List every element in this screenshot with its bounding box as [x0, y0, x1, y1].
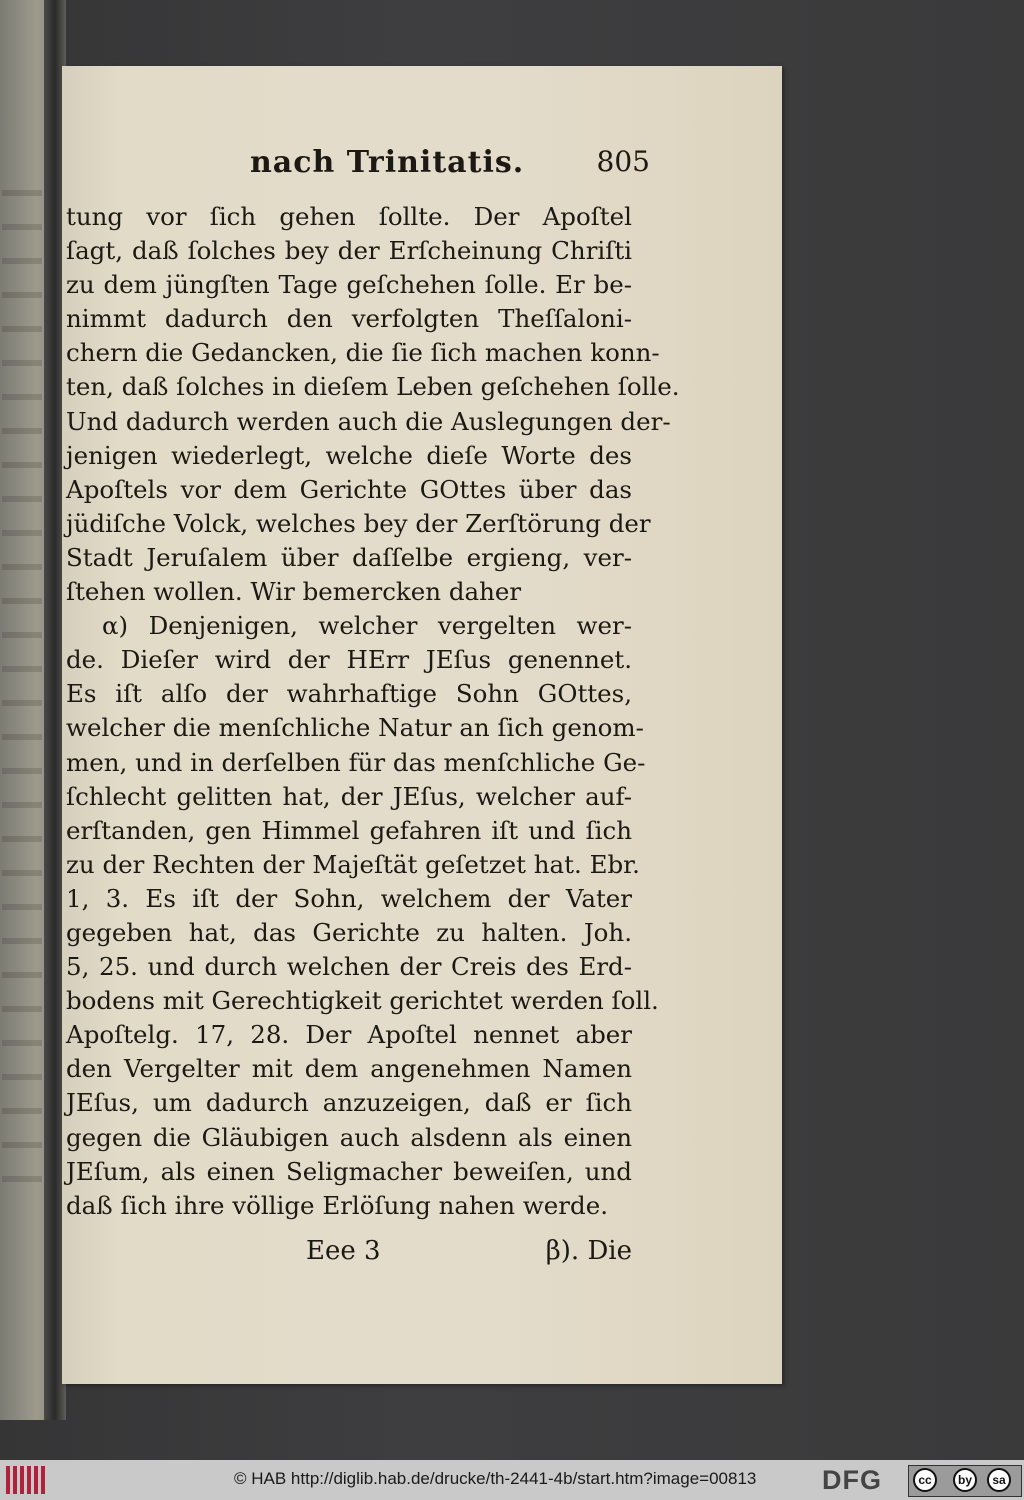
- text-line: tung vor ſich gehen ſollte. Der Apoſtel: [66, 202, 632, 231]
- text-line: Es iſt alſo der wahrhaftige Sohn GOttes,: [66, 679, 632, 709]
- text-line: den Vergelter mit dem angenehmen Namen: [66, 1054, 632, 1084]
- text-line: gegen die Gläubigen auch alsdenn als einen: [66, 1122, 632, 1152]
- text-line: zu der Rechten der Majeſtät geſetzet hat. Ebr.: [66, 849, 640, 879]
- text-line: welcher die menſchliche Natur an ſich genom-: [66, 713, 644, 743]
- text-line: ſtehen wollen. Wir bemercken daher: [66, 577, 522, 607]
- text-line: Apoſtels vor dem Gerichte GOttes über das: [66, 474, 632, 504]
- text-line: de. Dieſer wird der HErr JEſus genennet.: [66, 645, 632, 675]
- text-line: bodens mit Gerechtigkeit gerichtet werden ſoll.: [66, 986, 659, 1016]
- text-line: α) Denjenigen, welcher vergelten wer-: [102, 611, 632, 641]
- text-line: gegeben hat, das Gerichte zu halten. Joh.: [66, 917, 632, 947]
- viewer-footer-bar: [0, 1460, 1024, 1500]
- text-line: 5, 25. und durch welchen der Creis des Erd-: [66, 952, 632, 982]
- text-line: ſagt, daß ſolches bey der Erſcheinung Chriſti: [66, 236, 632, 266]
- text-line: jüdiſche Volck, welches bey der Zerſtörung der: [66, 508, 651, 538]
- cc-icon: cc: [913, 1468, 937, 1492]
- text-line: ſchlecht gelitten hat, der JEſus, welcher auf-: [66, 781, 632, 811]
- body-text: [66, 200, 680, 1223]
- sa-icon: sa: [987, 1468, 1011, 1492]
- text-line: erſtanden, gen Himmel gefahren iſt und ſich: [66, 815, 632, 845]
- text-line: jenigen wiederlegt, welche dieſe Worte des: [66, 440, 632, 470]
- text-line: chern die Gedancken, die ſie ſich machen konn-: [66, 338, 660, 368]
- cc-license-badge[interactable]: [908, 1465, 1022, 1497]
- text-line: daß ſich ihre völlige Erlöſung nahen werde.: [66, 1190, 608, 1220]
- dfg-logo: DFG: [822, 1465, 882, 1495]
- hab-logo-icon: [6, 1466, 48, 1494]
- catchword: β). Die: [545, 1236, 632, 1266]
- text-line: Apoſtelg. 17, 28. Der Apoſtel nennet aber: [66, 1020, 632, 1050]
- page-footer: [66, 1236, 632, 1276]
- text-line: nimmt dadurch den verfolgten Theſſaloni-: [66, 304, 632, 334]
- text-line: Stadt Jeruſalem über daſſelbe ergieng, ver-: [66, 542, 632, 572]
- copyright-link[interactable]: © HAB http://diglib.hab.de/drucke/th-2441-4b/start.htm?image=00813: [234, 1469, 757, 1488]
- page-number: 805: [596, 145, 650, 178]
- running-head: [250, 145, 650, 185]
- signature-mark: Eee 3: [306, 1236, 381, 1266]
- text-line: ten, daß ſolches in dieſem Leben geſchehen ſolle.: [66, 372, 680, 402]
- by-icon: by: [953, 1468, 977, 1492]
- text-line: men, und in derſelben für das menſchliche Ge-: [66, 747, 646, 777]
- text-line: zu dem jüngſten Tage geſchehen ſolle. Er be-: [66, 270, 632, 300]
- text-line: JEſum, als einen Seligmacher beweiſen, und: [66, 1156, 632, 1186]
- text-line: Und dadurch werden auch die Auslegungen der-: [66, 406, 671, 436]
- running-title: nach Trinitatis.: [250, 145, 525, 180]
- bleed-through: [2, 190, 42, 1190]
- text-line: 1, 3. Es iſt der Sohn, welchem der Vater: [66, 883, 632, 913]
- text-line: JEſus, um dadurch anzuzeigen, daß er ſich: [66, 1088, 632, 1118]
